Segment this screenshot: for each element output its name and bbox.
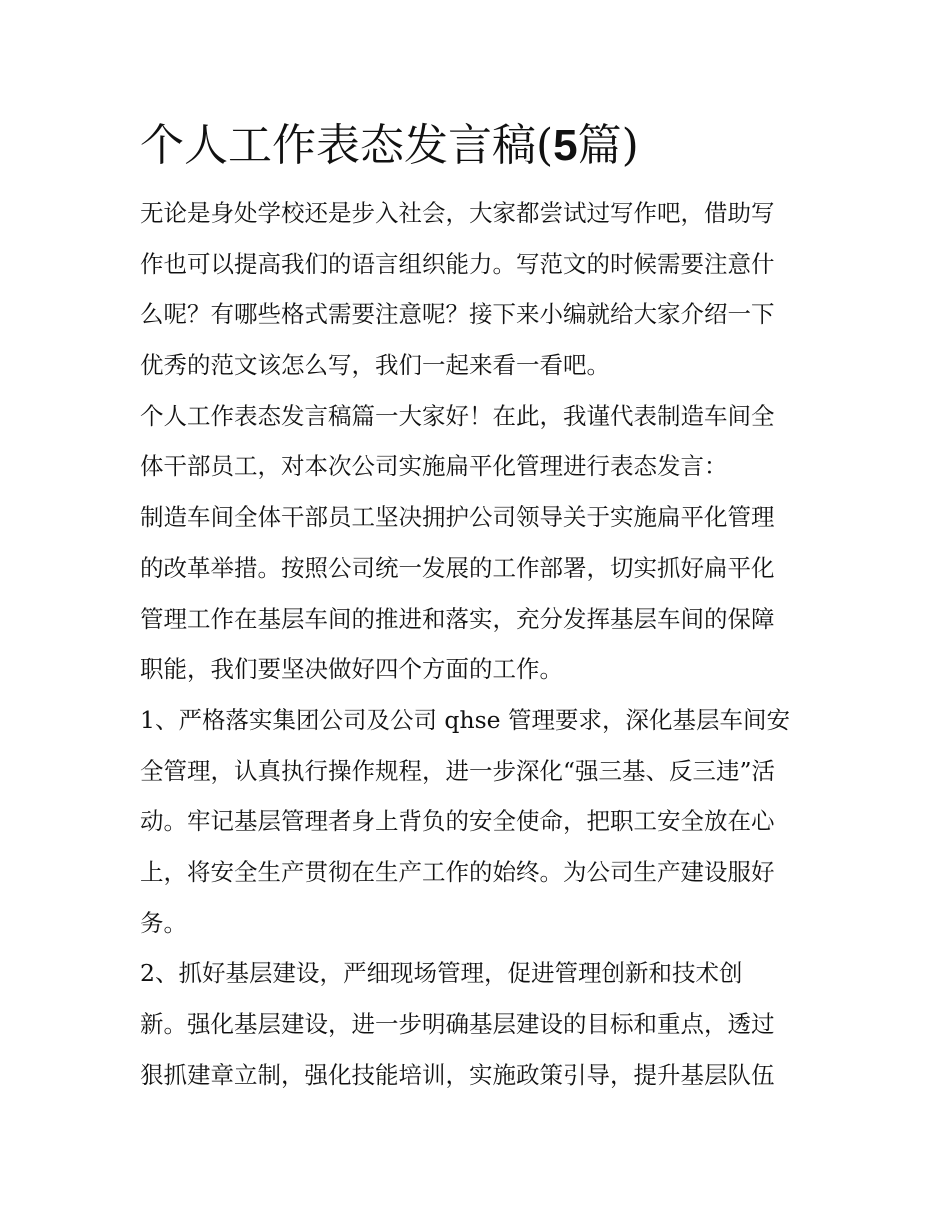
document-body xyxy=(140,112,812,1100)
document-title xyxy=(140,112,812,180)
speech-opening-paragraph xyxy=(140,391,812,492)
point-one-paragraph xyxy=(140,695,812,948)
text-line: 的改革举措。按照公司统一发展的工作部署，切实抓好扁平化 xyxy=(140,553,775,582)
text-line: 务。 xyxy=(140,908,187,937)
text-line: 2、抓好基层建设，严细现场管理，促进管理创新和技术创 xyxy=(140,959,743,988)
text-line: 全管理，认真执行操作规程，进一步深化“强三基、反三违”活 xyxy=(140,756,776,785)
point-two-paragraph xyxy=(140,948,812,1100)
title-suffix: 篇) xyxy=(577,120,639,171)
intro-paragraph xyxy=(140,188,812,391)
text-line: 职能，我们要坚决做好四个方面的工作。 xyxy=(140,655,563,684)
text-line: 管理工作在基层车间的推进和落实，充分发挥基层车间的保障 xyxy=(140,604,775,633)
text-line: 作也可以提高我们的语言组织能力。写范文的时候需要注意什 xyxy=(140,249,775,278)
text-line: 无论是身处学校还是步入社会，大家都尝试过写作吧，借助写 xyxy=(140,199,775,227)
text-line: 体干部员工，对本次公司实施扁平化管理进行表态发言： xyxy=(140,452,728,481)
support-paragraph xyxy=(140,492,812,695)
text-line: 上，将安全生产贯彻在生产工作的始终。为公司生产建设服好 xyxy=(140,857,775,886)
text-line: 新。强化基层建设，进一步明确基层建设的目标和重点，透过 xyxy=(140,1010,775,1038)
text-line: 么呢？有哪些格式需要注意呢？接下来小编就给大家介绍一下 xyxy=(140,300,775,329)
title-prefix: 个人工作表态发言稿( xyxy=(140,120,554,171)
text-line: 制造车间全体干部员工坚决拥护公司领导关于实施扁平化管理 xyxy=(140,503,775,532)
text-line: 狠抓建章立制，强化技能培训，实施政策引导，提升基层队伍 xyxy=(140,1060,775,1089)
text-line: 1、严格落实集团公司及公司 qhse 管理要求，深化基层车间安 xyxy=(140,705,791,734)
text-line: 动。牢记基层管理者身上背负的安全使命，把职工安全放在心 xyxy=(140,807,775,836)
title-number: 5 xyxy=(553,121,578,170)
text-line: 优秀的范文该怎么写，我们一起来看一看吧。 xyxy=(140,351,610,380)
text-line: 个人工作表态发言稿篇一大家好！在此，我谨代表制造车间全 xyxy=(140,401,775,430)
